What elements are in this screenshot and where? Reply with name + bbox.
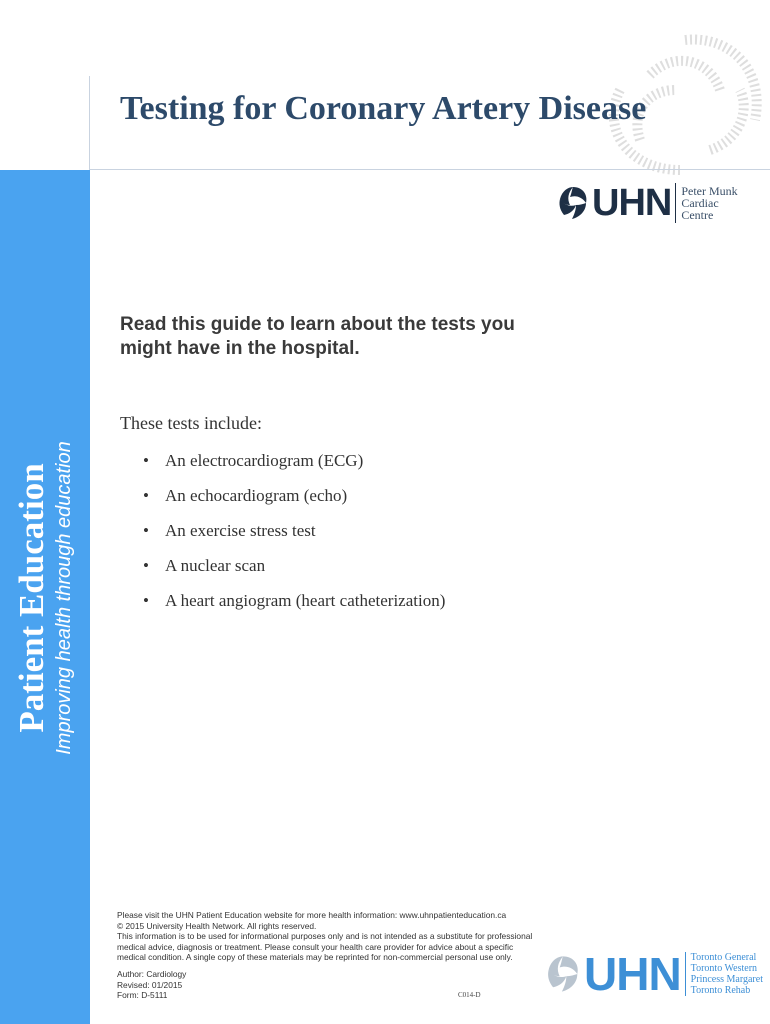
- lead-line: might have in the hospital.: [120, 338, 360, 359]
- hospital-name: Toronto General: [690, 952, 757, 963]
- footer-line: This information is to be used for informational purposes only and is not intended as a substitute for professional: [117, 931, 533, 942]
- uhn-wordmark: UHN: [584, 948, 681, 1000]
- sidebar-subtitle: Improving health through education: [53, 441, 75, 755]
- centre-line: Centre: [681, 208, 714, 222]
- header-rule-horizontal: [89, 169, 770, 170]
- test-name: An exercise stress test: [165, 521, 316, 540]
- footer-line: medical advice, diagnosis or treatment. Please consult your health care provider for advice about a specific: [117, 941, 514, 952]
- centre-name: [681, 185, 737, 221]
- test-name: An electrocardiogram (ECG): [165, 451, 364, 470]
- hospital-name: Toronto Rehab: [690, 985, 751, 996]
- uhn-hospitals-logo: [544, 950, 763, 998]
- sidebar-text-block: [13, 441, 77, 755]
- revised-date: Revised: 01/2015: [117, 979, 183, 990]
- tests-list: [143, 451, 445, 626]
- footer-line: © 2015 University Health Network. All rights reserved.: [117, 920, 317, 931]
- document-title: Testing for Coronary Artery Disease: [120, 90, 647, 127]
- list-item: [143, 591, 445, 626]
- lead-paragraph: [120, 313, 680, 361]
- uhn-leaf-icon: [556, 183, 590, 223]
- bullet: •: [143, 451, 149, 470]
- list-item: [143, 486, 445, 521]
- logo-divider: [685, 952, 686, 996]
- form-number: Form: D-5111: [117, 990, 168, 1001]
- centre-line: Cardiac: [681, 196, 719, 210]
- lead-line: Read this guide to learn about the tests you: [120, 314, 515, 335]
- hospital-name: Princess Margaret: [690, 974, 763, 985]
- author: Author: Cardiology: [117, 968, 187, 979]
- list-item: [143, 451, 445, 486]
- hospital-names: [691, 952, 763, 996]
- hospital-name: Toronto Western: [690, 963, 758, 974]
- footer-notice: [117, 910, 537, 1001]
- bullet: •: [143, 521, 149, 540]
- uhn-wordmark: UHN: [592, 182, 672, 224]
- centre-line: Peter Munk: [681, 184, 738, 198]
- sidebar-title: Patient Education: [12, 463, 51, 733]
- uhn-cardiac-logo: [556, 182, 738, 224]
- form-code: C014-D: [458, 991, 481, 999]
- test-name: A nuclear scan: [165, 556, 266, 575]
- test-name: An echocardiogram (echo): [165, 486, 348, 505]
- list-item: [143, 556, 445, 591]
- footer-line: Please visit the UHN Patient Education website for more health information: www.uhnpatienteducation.ca: [117, 910, 507, 920]
- bullet: •: [143, 591, 149, 610]
- logo-divider: [675, 183, 676, 223]
- list-item: [143, 521, 445, 556]
- bullet: •: [143, 486, 149, 505]
- footer-line: medical condition. A single copy of these materials may be reprinted for non-commercial personal use only.: [117, 952, 513, 963]
- header-rule-vertical: [89, 76, 90, 170]
- tests-intro: These tests include:: [120, 413, 262, 433]
- test-name: A heart angiogram (heart catheterization): [165, 591, 446, 610]
- uhn-leaf-icon: [544, 952, 582, 996]
- bullet: •: [143, 556, 149, 575]
